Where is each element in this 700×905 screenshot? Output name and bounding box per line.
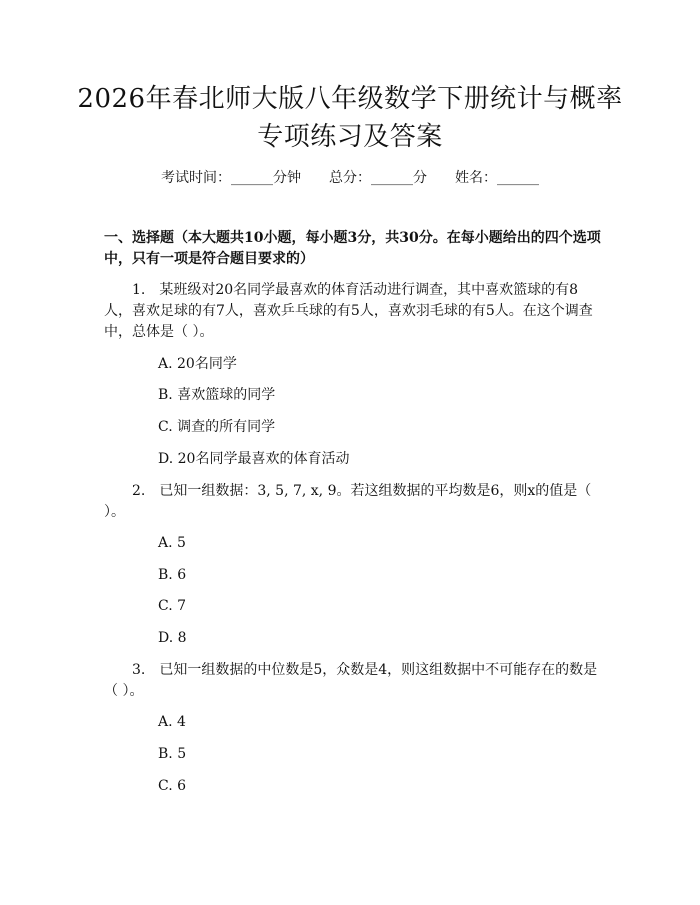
student-name: 姓名：______ <box>455 170 539 186</box>
question-3-option-a: A. 4 <box>158 714 186 730</box>
question-2-option-c: C. 7 <box>158 598 187 614</box>
section-heading: 一、选择题（本大题共10小题，每小题3分，共30分。在每小题给出的四个选项中，只有一项是符合题目要求的） <box>104 230 601 267</box>
question-2-option-b: B. 6 <box>158 567 187 583</box>
question-1-option-a: A. 20名同学 <box>158 356 237 372</box>
question-2-option-d: D. 8 <box>158 630 187 646</box>
question-1-option-c: C. 调查的所有同学 <box>158 419 276 435</box>
question-1-option-d: D. 20名同学最喜欢的体育活动 <box>158 451 350 467</box>
question-1-stem: 1. 某班级对20名同学最喜欢的体育活动进行调查，其中喜欢篮球的有8人，喜欢足球的有7人，喜欢乒乓球的有5人，喜欢羽毛球的有5人。在这个调查中，总体是（ ）。 <box>104 282 593 340</box>
exam-time: 考试时间：______分钟 <box>161 170 301 186</box>
document-title: 2026年春北师大版八年级数学下册统计与概率专项练习及答案 <box>77 84 623 152</box>
question-3-option-c: C. 6 <box>158 778 187 794</box>
exam-total-score: 总分：______分 <box>329 170 427 186</box>
question-2-stem: 2. 已知一组数据：3, 5, 7, x, 9。若这组数据的平均数是6，则x的值是（ ）。 <box>104 483 592 520</box>
exam-meta <box>0 168 700 188</box>
question-1-option-b: B. 喜欢篮球的同学 <box>158 387 276 403</box>
question-2-option-a: A. 5 <box>158 535 186 551</box>
question-3-option-b: B. 5 <box>158 746 187 762</box>
question-3-stem: 3. 已知一组数据的中位数是5，众数是4，则这组数据中不可能存在的数是（ ）。 <box>104 662 598 699</box>
